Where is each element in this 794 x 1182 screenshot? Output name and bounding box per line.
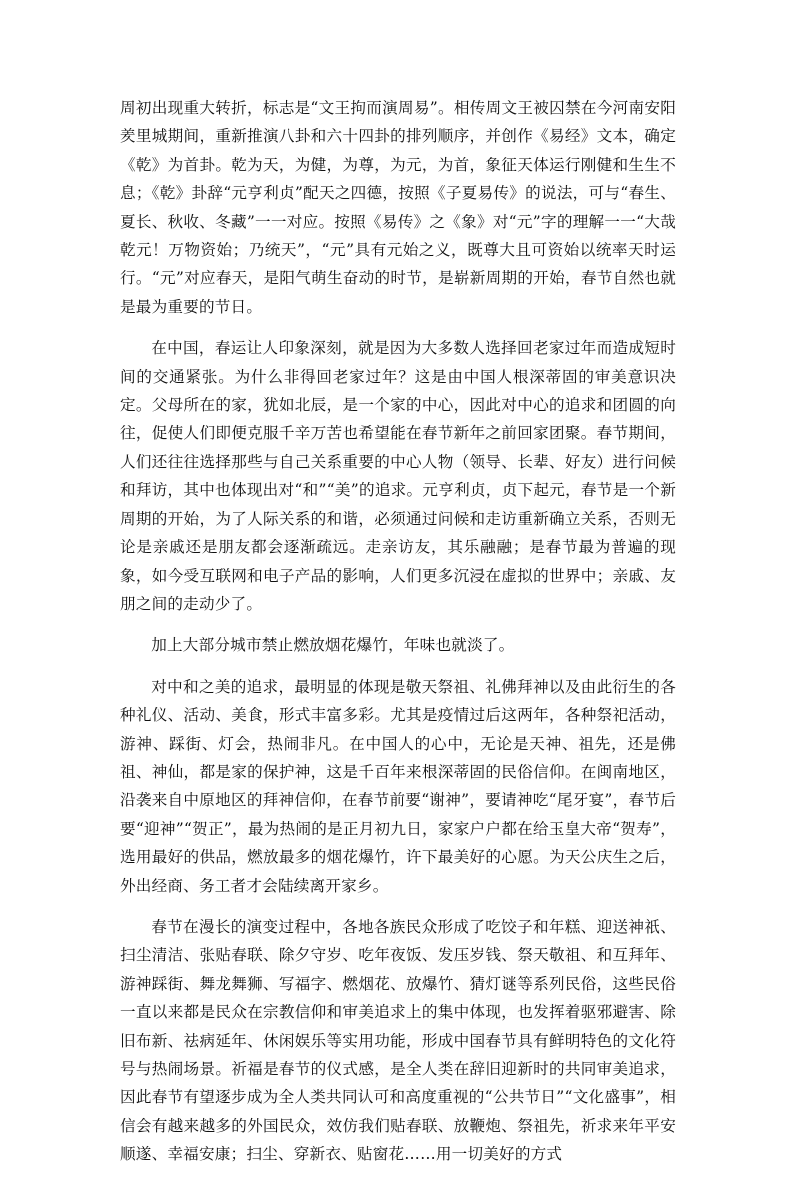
- paragraph-3: 加上大部分城市禁止燃放烟花爆竹，年味也就淡了。: [151, 636, 515, 655]
- paragraph-2: 在中国，春运让人印象深刻，就是因为大多数人选择回老家过年而造成短时间的交通紧张。为什么非得回老家过年？这是由中国人根深蒂固的审美意识决定。父母所在的家，犹如北辰，是一个家的中心，因此对中心的追求和团圆的向往，促使人们即便克服千辛万苦也希望能在春节新年之前回家团聚。春节期间，人们还往往选择那些与自己关系重要的中心人物（领导、长辈、好友）进行问候和拜访，其中也体现出对“和”“美”的追求。元亨利贞，贞下起元，春节是一个新周期的开始，为了人际关系的和谐，必须通过问候和走访重新确立关系，否则无论是亲戚还是朋友都会逐渐疏远。走亲访友，其乐融融；是春节最为普遍的现象，如今受互联网和电子产品的影响，人们更多沉浸在虚拟的世界中；亲戚、友朋之间的走动少了。: [120, 339, 676, 613]
- paragraph-5: 春节在漫长的演变过程中，各地各族民众形成了吃饺子和年糕、迎送神祇、扫尘清洁、张贴春联、除夕守岁、吃年夜饭、发压岁钱、祭天敬祖、和互拜年、游神踩街、舞龙舞狮、写福字、燃烟花、放爆竹、猜灯谜等系列民俗，这些民俗一直以来都是民众在宗教信仰和审美追求上的集中体现，也发挥着驱邪避害、除旧布新、祛病延年、休闲娱乐等实用功能，形成中国春节具有鲜明特色的文化符号与热闹场景。祈福是春节的仪式感，是全人类在辞旧迎新时的共同审美追求，因此春节有望逐步成为全人类共同认可和高度重视的“公共节日”“文化盛事”，相信会有越来越多的外国民众，效仿我们贴春联、放鞭炮、祭祖先，祈求来年平安顺遂、幸福安康；扫尘、穿新衣、贴窗花……用一切美好的方式: [120, 917, 676, 1164]
- paragraph-1: 周初出现重大转折，标志是“文王拘而演周易”。相传周文王被囚禁在今河南安阳羑里城期间，重新推演八卦和六十四卦的排列顺序，并创作《易经》文本，确定《乾》为首卦。乾为天，为健，为尊，为元，为首，象征天体运行刚健和生生不息；《乾》卦辞“元亨利贞”配天之四德，按照《子夏易传》的说法，可与“春生、夏长、秋收、冬藏”一一对应。按照《易传》之《象》对“元”字的理解一一“大哉乾元！万物资始；乃统天”，“元”具有元始之义，既尊大且可资始以统率天时运行。“元”对应春天，是阳气萌生奋动的时节，是崭新周期的开始，春节自然也就是最为重要的节日。: [120, 99, 676, 316]
- body-text: [120, 94, 676, 1182]
- paragraph-4: 对中和之美的追求，最明显的体现是敬天祭祖、礼佛拜神以及由此衍生的各种礼仪、活动、美食，形式丰富多彩。尤其是疫情过后这两年，各种祭祀活动，游神、踩街、灯会，热闹非凡。在中国人的心中，无论是天神、祖先，还是佛祖、神仙，都是家的保护神，这是千百年来根深蒂固的民俗信仰。在闽南地区，沿袭来自中原地区的拜神信仰，在春节前要“谢神”，要请神吃“尾牙宴”，春节后要“迎神”“贺正”，最为热闹的是正月初九日，家家户户都在给玉皇大帝“贺寿”，选用最好的供品，燃放最多的烟花爆竹，许下最美好的心愿。为天公庆生之后，外出经商、务工者才会陆续离开家乡。: [120, 677, 676, 895]
